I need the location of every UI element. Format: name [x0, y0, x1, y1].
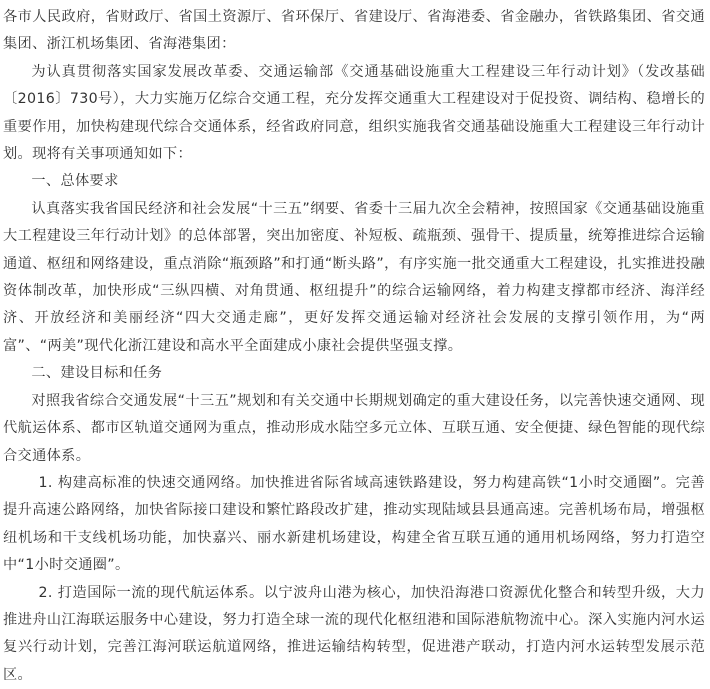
- general-requirements-paragraph: 认真落实我省国民经济和社会发展“十三五”纲要、省委十三届九次全会精神，按照国家《交通基础设施重大工程建设三年行动计划》的总体部署，突出加密度、补短板、疏瓶颈、强骨干、提质量，统筹推进综合运输通道、枢纽和网络建设，重点消除“瓶颈路”和打通“断头路”，有序实施一批交通重大工程建设，扎实推进投融资体制改革，加快形成“三纵四横、对角贯通、枢纽提升”的综合运输网络，着力构建支撑都市经济、海洋经济、开放经济和美丽经济“四大交通走廊”，更好发挥交通运输对经济社会发展的支撑引领作用，为“两富”、“两美”现代化浙江建设和高水平全面建成小康社会提供坚强支撑。: [3, 200, 705, 354]
- goals-paragraph: 对照我省综合交通发展“十三五”规划和有关交通中长期规划确定的重大建设任务，以完善快速交通网、现代航运体系、都市区轨道交通网为重点，推动形成水陆空多元立体、互联互通、安全便捷、绿色智能的现代综合交通体系。: [3, 392, 705, 464]
- task-item-fast-transport-network: 1. 构建高标准的快速交通网络。加快推进省际省域高速铁路建设，努力构建高铁“1小时交通圈”。完善提升高速公路网络，加快省际接口建设和繁忙路段改扩建，推动实现陆域县县通高速。完善机场布局，增强枢纽机场和干支线机场功能，加快嘉兴、丽水新建机场建设，构建全省互联互通的通用机场网络，努力打造空中“1小时交通圈”。: [3, 474, 705, 574]
- section-heading-general-requirements: 一、总体要求: [31, 173, 119, 190]
- addressee-paragraph: 各市人民政府，省财政厅、省国土资源厅、省环保厅、省建设厅、省海港委、省金融办，省铁路集团、省交通集团、浙江机场集团、省海港集团：: [3, 9, 705, 53]
- intro-paragraph: 为认真贯彻落实国家发展改革委、交通运输部《交通基础设施重大工程建设三年行动计划》（发改基础〔2016〕730号），大力实施万亿综合交通工程，充分发挥交通重大工程建设对于促投资、调结构、稳增长的重要作用，加快构建现代综合交通体系，经省政府同意，组织实施我省交通基础设施重大工程建设三年行动计划。现将有关事项通知如下：: [3, 63, 705, 163]
- section-heading-goals-and-tasks: 二、建设目标和任务: [31, 365, 163, 382]
- notice-document: [3, 4, 705, 689]
- task-item-shipping-system: 2. 打造国际一流的现代航运体系。以宁波舟山港为核心，加快沿海港口资源优化整合和转型升级，大力推进舟山江海联运服务中心建设，努力打造全球一流的现代化枢纽港和国际港航物流中心。深入实施内河水运复兴行动计划，完善江海河联运航道网络，推进运输结构转型，促进港产联动，打造内河水运转型发展示范区。: [3, 584, 705, 683]
